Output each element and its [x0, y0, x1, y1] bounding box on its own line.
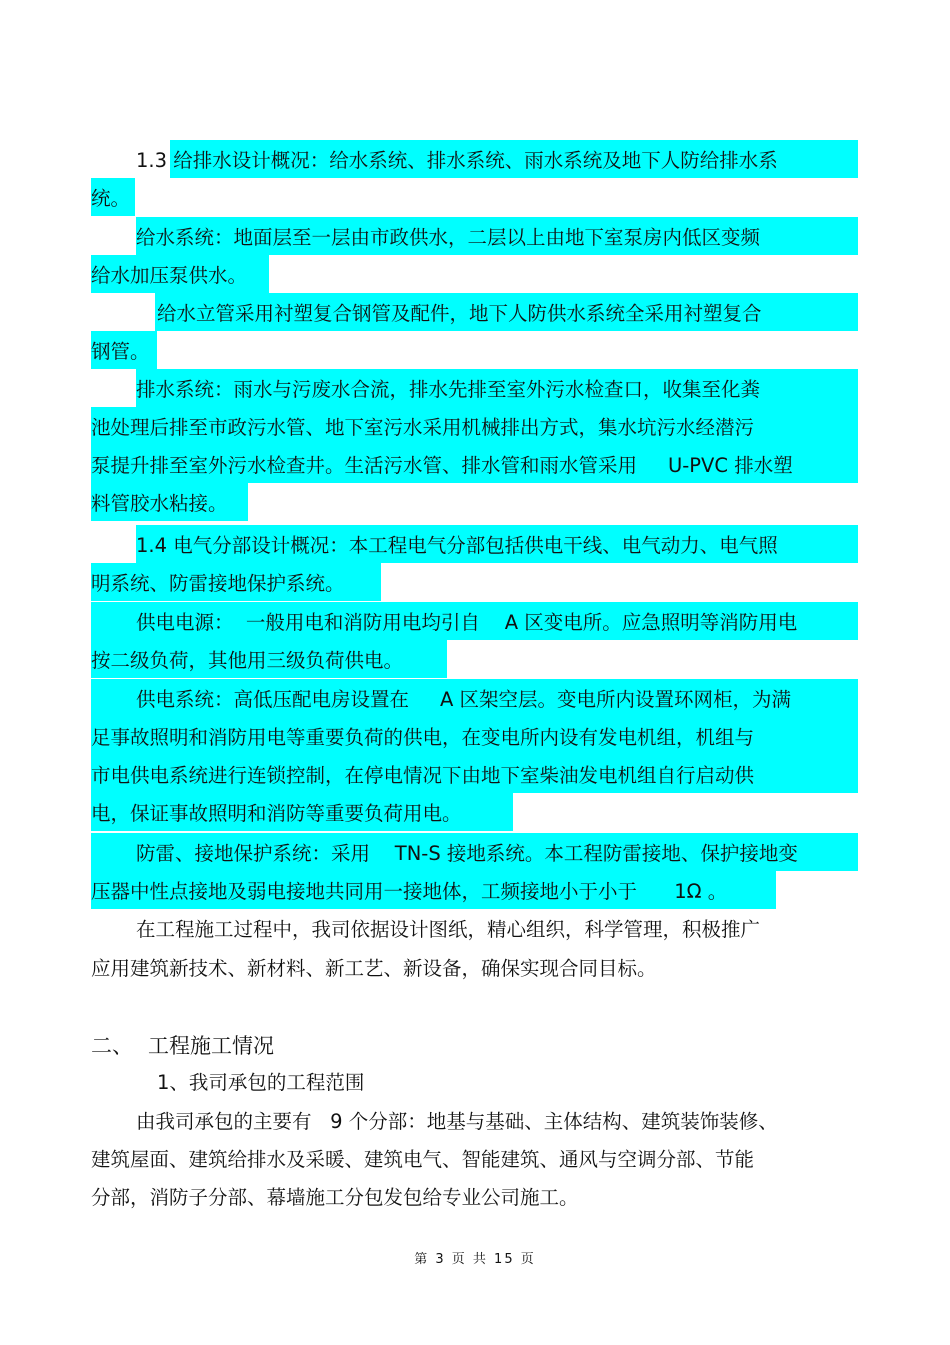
text-line: 明系统、防雷接地保护系统。: [91, 572, 345, 595]
text-line: 足事故照明和消防用电等重要负荷的供电，在变电所内设有发电机组，机组与: [91, 726, 755, 749]
text-line: 给水立管采用衬塑复合钢管及配件，地下人防供水系统全采用衬塑复合: [157, 302, 762, 325]
text-line: 统。: [91, 187, 131, 210]
text-line: 供电系统：高低压配电房设置在 A 区架空层。变电所内设置环网柜，为满: [136, 688, 792, 711]
text-line: 给水加压泵供水。: [91, 264, 248, 287]
text-line: 防雷、接地保护系统：采用 TN-S 接地系统。本工程防雷接地、保护接地变: [136, 842, 798, 865]
text-line: 1.3 给排水设计概况：给水系统、排水系统、雨水系统及地下人防给排水系: [136, 149, 778, 172]
text-line: 由我司承包的主要有 9 个分部：地基与基础、主体结构、建筑装饰装修、: [136, 1110, 778, 1133]
text-line: 压器中性点接地及弱电接地共同用一接地体，工频接地小于小于 1Ω 。: [91, 880, 728, 903]
page-number-footer: 第 3 页 共 15 页: [414, 1252, 536, 1267]
text-line: 供电电源： 一般用电和消防用电均引自 A 区变电所。应急照明等消防用电: [136, 611, 798, 634]
text-line: 市电供电系统进行连锁控制，在停电情况下由地下室柴油发电机组自行启动供: [91, 764, 755, 787]
text-line: 钢管。: [91, 340, 150, 363]
text-line: 池处理后排至市政污水管、地下室污水采用机械排出方式，集水坑污水经潜污: [91, 416, 755, 439]
text-line: 泵提升排至室外污水检查井。生活污水管、排水管和雨水管采用 U-PVC 排水塑: [91, 454, 793, 477]
text-line: 分部，消防子分部、幕墙施工分包发包给专业公司施工。: [91, 1186, 579, 1209]
text-line: 应用建筑新技术、新材料、新工艺、新设备，确保实现合同目标。: [91, 957, 657, 980]
text-line: 料管胶水粘接。: [91, 492, 228, 515]
text-line: 在工程施工过程中，我司依据设计图纸，精心组织，科学管理，积极推广: [136, 918, 761, 941]
section-number: 二、: [91, 1034, 133, 1058]
text-line: 按二级负荷，其他用三级负荷供电。: [91, 649, 404, 672]
text-line: 排水系统：雨水与污废水合流，排水先排至室外污水检查口，收集至化粪: [136, 378, 761, 401]
text-line: 建筑屋面、建筑给排水及采暖、建筑电气、智能建筑、通风与空调分部、节能: [91, 1148, 755, 1171]
text-line: 1.4 电气分部设计概况：本工程电气分部包括供电干线、电气动力、电气照: [136, 534, 778, 557]
text-line: 给水系统：地面层至一层由市政供水，二层以上由地下室泵房内低区变频: [136, 226, 761, 249]
text-line: 电，保证事故照明和消防等重要负荷用电。: [91, 802, 462, 825]
section-title: 工程施工情况: [148, 1034, 274, 1058]
subsection-title: 1、我司承包的工程范围: [157, 1071, 365, 1094]
